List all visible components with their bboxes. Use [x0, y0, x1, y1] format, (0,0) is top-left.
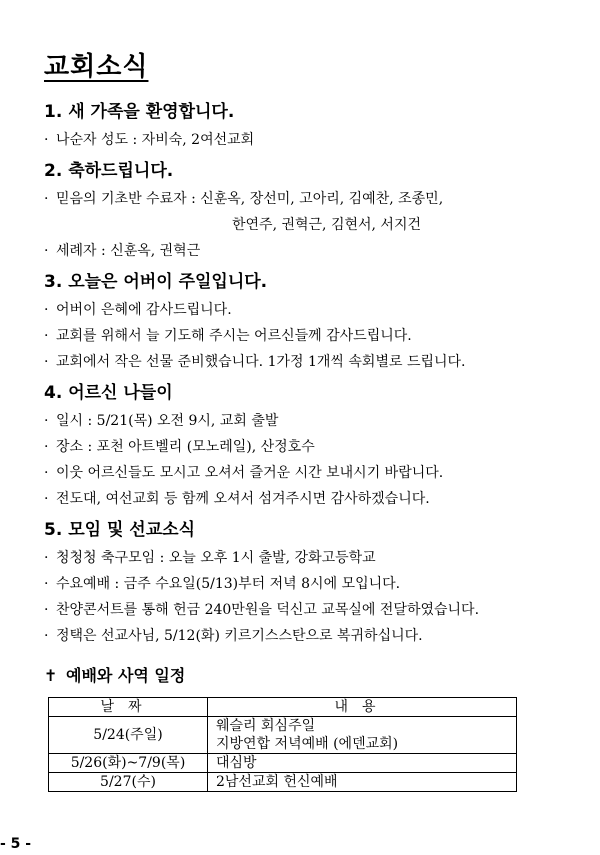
table-cell-date: 5/24(주일)	[49, 717, 208, 754]
bullet: ·	[44, 602, 49, 618]
bullet: ·	[44, 413, 49, 429]
bullet: ·	[44, 354, 49, 370]
bullet: ·	[44, 132, 49, 148]
bullet: ·	[44, 243, 49, 259]
section-elders-outing	[44, 381, 564, 512]
table-cell-content	[208, 717, 517, 754]
column-header-content: 내용	[208, 698, 517, 717]
table-header-row	[49, 698, 517, 717]
table-row	[49, 754, 517, 773]
list-item: · 청청청 축구모임 : 오늘 오후 1시 출발, 강화고등학교	[44, 545, 564, 571]
list-item: · 일시 : 5/21(목) 오전 9시, 교회 출발	[44, 408, 564, 434]
section-congratulations	[44, 159, 564, 264]
bullet: ·	[44, 302, 49, 318]
table-cell-date: 5/26(화)~7/9(목)	[49, 754, 208, 773]
column-header-date: 날짜	[49, 698, 208, 717]
section-heading: 2. 축하드립니다.	[44, 161, 174, 181]
list-item: · 나순자 성도 : 자비숙, 2여선교회	[44, 127, 564, 153]
list-item: · 전도대, 여선교회 등 함께 오셔서 섬겨주시면 감사하겠습니다.	[44, 486, 564, 512]
list-item: · 이웃 어르신들도 모시고 오셔서 즐거운 시간 보내시기 바랍니다.	[44, 460, 564, 486]
list-item-continuation: 한연주, 권혁근, 김현서, 서지건	[232, 217, 421, 233]
list-item: · 정택은 선교사님, 5/12(화) 키르기스스탄으로 복귀하십니다.	[44, 623, 564, 649]
list-item: · 수요예배 : 금주 수요일(5/13)부터 저녁 8시에 모입니다.	[44, 571, 564, 597]
news-content	[44, 94, 564, 649]
bullet: ·	[44, 465, 49, 481]
table-cell-content: 대심방	[208, 754, 517, 773]
list-item: · 믿음의 기초반 수료자 : 신훈옥, 장선미, 고아리, 김예찬, 조종민,	[44, 186, 564, 212]
bullet: ·	[44, 576, 49, 592]
section-heading: 3. 오늘은 어버이 주일입니다.	[44, 272, 268, 292]
list-item: · 세례자 : 신훈옥, 권혁근	[44, 238, 564, 264]
table-row	[49, 773, 517, 792]
bullet: ·	[44, 439, 49, 455]
list-item: · 교회를 위해서 늘 기도해 주시는 어르신들께 감사드립니다.	[44, 323, 564, 349]
page-title: 교회소식	[44, 52, 149, 82]
schedule-heading: 예배와 사역 일정	[66, 666, 186, 685]
bullet: ·	[44, 491, 49, 507]
section-heading: 5. 모임 및 선교소식	[44, 520, 195, 540]
section-meetings-mission	[44, 518, 564, 649]
section-parents-day	[44, 270, 564, 375]
bullet: ·	[44, 328, 49, 344]
section-new-family	[44, 100, 564, 153]
list-item: · 장소 : 포천 아트벨리 (모노레일), 산정호수	[44, 434, 564, 460]
schedule-heading-row	[44, 664, 185, 688]
content-line: 웨슬리 회심주일	[216, 718, 316, 734]
bullet: ·	[44, 191, 49, 207]
section-heading: 4. 어르신 나들이	[44, 383, 173, 403]
section-heading: 1. 새 가족을 환영합니다.	[44, 102, 235, 122]
schedule-table	[48, 697, 517, 792]
bullet: ·	[44, 628, 49, 644]
list-item: · 교회에서 작은 선물 준비했습니다. 1가정 1개씩 속회별로 드립니다.	[44, 349, 564, 375]
list-item: · 어버이 은혜에 감사드립니다.	[44, 297, 564, 323]
table-cell-date: 5/27(수)	[49, 773, 208, 792]
cross-icon: ✝	[44, 666, 58, 685]
table-row	[49, 717, 517, 754]
content-line: 지방연합 저녁예배 (에덴교회)	[216, 736, 399, 752]
table-cell-content: 2남선교회 헌신예배	[208, 773, 517, 792]
bullet: ·	[44, 550, 49, 566]
list-item: · 찬양콘서트를 통해 헌금 240만원을 덕신고 교목실에 전달하였습니다.	[44, 597, 564, 623]
page-number: - 5 -	[0, 836, 32, 852]
